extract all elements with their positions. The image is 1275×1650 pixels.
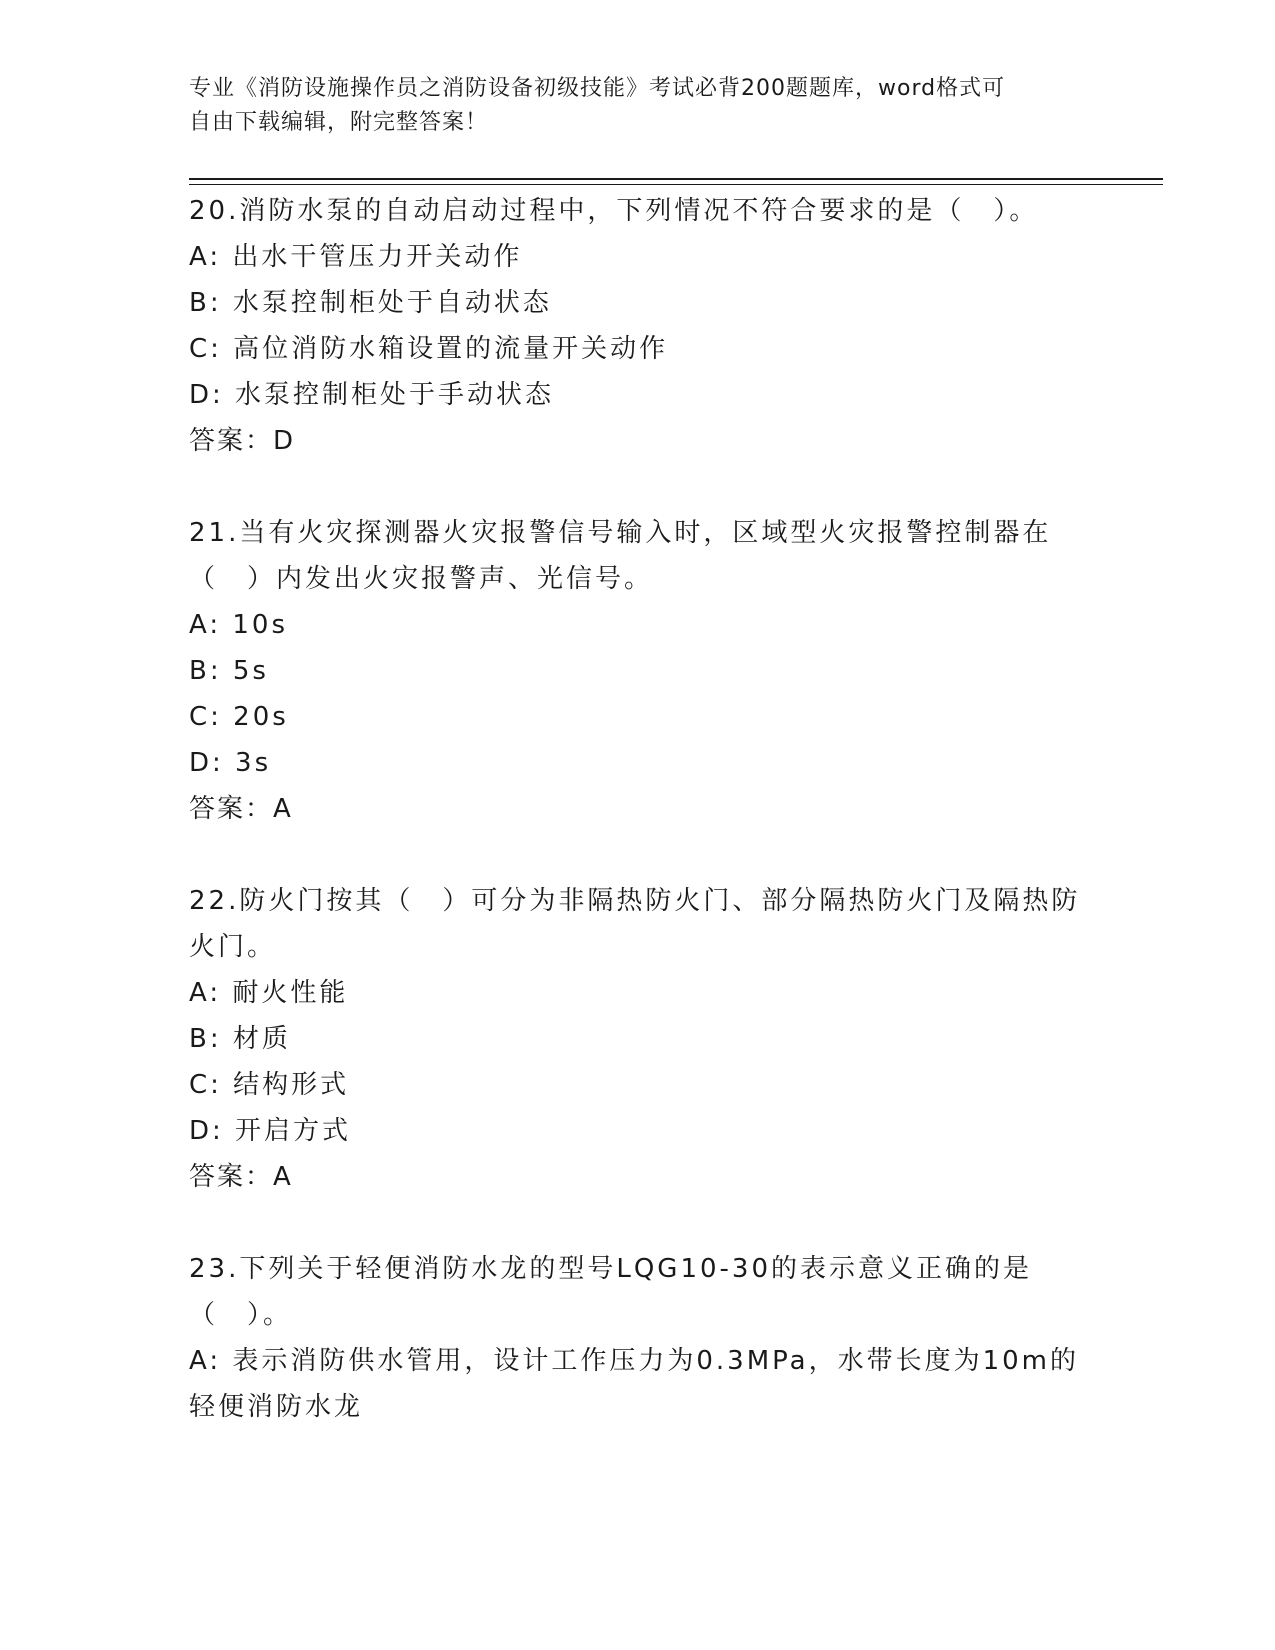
- question-list: [189, 188, 1089, 1476]
- question-text: 21.当有火灾探测器火灾报警信号输入时，区域型火灾报警控制器在（ ）内发出火灾报警声、光信号。: [189, 518, 1052, 594]
- question-23: [189, 1246, 1089, 1430]
- header-divider-thick: [189, 178, 1163, 180]
- header-divider-thin: [189, 184, 1163, 185]
- option-d: D: 开启方式: [189, 1116, 352, 1146]
- document-header: [189, 72, 1089, 140]
- option-c: C: 高位消防水箱设置的流量开关动作: [189, 334, 669, 364]
- option-b: B: 材质: [189, 1024, 291, 1054]
- option-d: D: 水泵控制柜处于手动状态: [189, 380, 555, 410]
- option-a: A: 10s: [189, 610, 288, 640]
- header-line-1: 专业《消防设施操作员之消防设备初级技能》考试必背200题题库，word格式可: [189, 76, 1006, 101]
- option-a: A: 表示消防供水管用，设计工作压力为0.3MPa，水带长度为10m的轻便消防水龙: [189, 1346, 1079, 1422]
- question-20: [189, 188, 1089, 464]
- question-text: 23.下列关于轻便消防水龙的型号LQG10-30的表示意义正确的是（ ）。: [189, 1254, 1032, 1330]
- header-line-2: 自由下载编辑，附完整答案！: [189, 110, 489, 135]
- answer: 答案：D: [189, 426, 296, 456]
- option-a: A: 出水干管压力开关动作: [189, 242, 523, 272]
- question-21: [189, 510, 1089, 832]
- question-text: 20.消防水泵的自动启动过程中，下列情况不符合要求的是（ ）。: [189, 196, 1039, 226]
- option-b: B: 水泵控制柜处于自动状态: [189, 288, 552, 318]
- answer: 答案：A: [189, 1162, 293, 1192]
- question-text: 22.防火门按其（ ）可分为非隔热防火门、部分隔热防火门及隔热防火门。: [189, 886, 1081, 962]
- option-a: A: 耐火性能: [189, 978, 349, 1008]
- option-d: D: 3s: [189, 748, 272, 778]
- option-c: C: 20s: [189, 702, 289, 732]
- option-c: C: 结构形式: [189, 1070, 350, 1100]
- question-22: [189, 878, 1089, 1200]
- option-b: B: 5s: [189, 656, 269, 686]
- answer: 答案：A: [189, 794, 293, 824]
